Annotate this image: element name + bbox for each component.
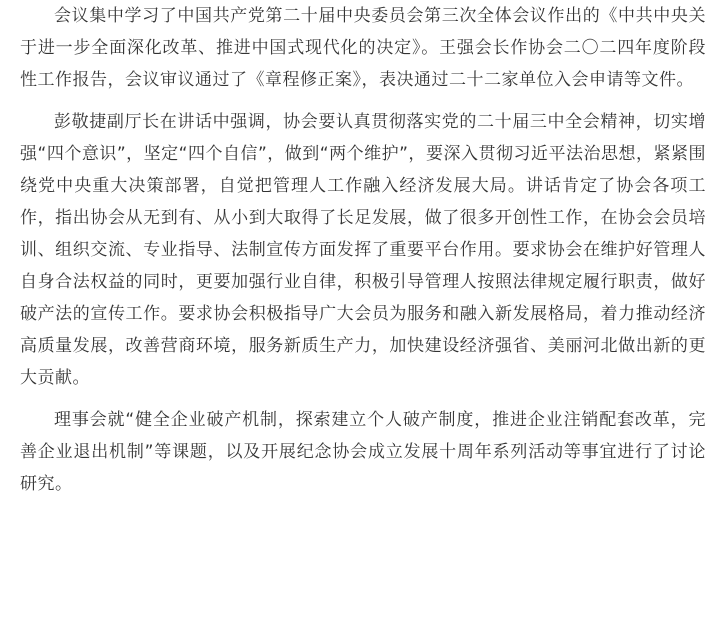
- paragraph-meeting-study: 会议集中学习了中国共产党第二十届中央委员会第三次全体会议作出的《中共中央关于进一步全面深化改革、推进中国式现代化的决定》。王强会长作协会二〇二四年度阶段性工作报告，会议审议通过了《章程修正案》，表决通过二十二家单位入会申请等文件。: [20, 6, 706, 90]
- article-body: [20, 0, 706, 500]
- paragraph-speech: 彭敬捷副厅长在讲话中强调，协会要认真贯彻落实党的二十届三中全会精神，切实增强“四个意识”，坚定“四个自信”，做到“两个维护”，要深入贯彻习近平法治思想，紧紧围绕党中央重大决策部署，自觉把管理人工作融入经济发展大局。讲话肯定了协会各项工作，指出协会从无到有、从小到大取得了长足发展，做了很多开创性工作，在协会会员培训、组织交流、专业指导、法制宣传方面发挥了重要平台作用。要求协会在维护好管理人自身合法权益的同时，更要加强行业自律，积极引导管理人按照法律规定履行职责，做好破产法的宣传工作。要求协会积极指导广大会员为服务和融入新发展格局，着力推动经济高质量发展，改善营商环境，服务新质生产力，加快建设经济强省、美丽河北做出新的更大贡献。: [20, 112, 706, 388]
- paragraph-council-discussion: 理事会就“健全企业破产机制，探索建立个人破产制度，推进企业注销配套改革，完善企业退出机制”等课题，以及开展纪念协会成立发展十周年系列活动等事宜进行了讨论研究。: [20, 410, 706, 494]
